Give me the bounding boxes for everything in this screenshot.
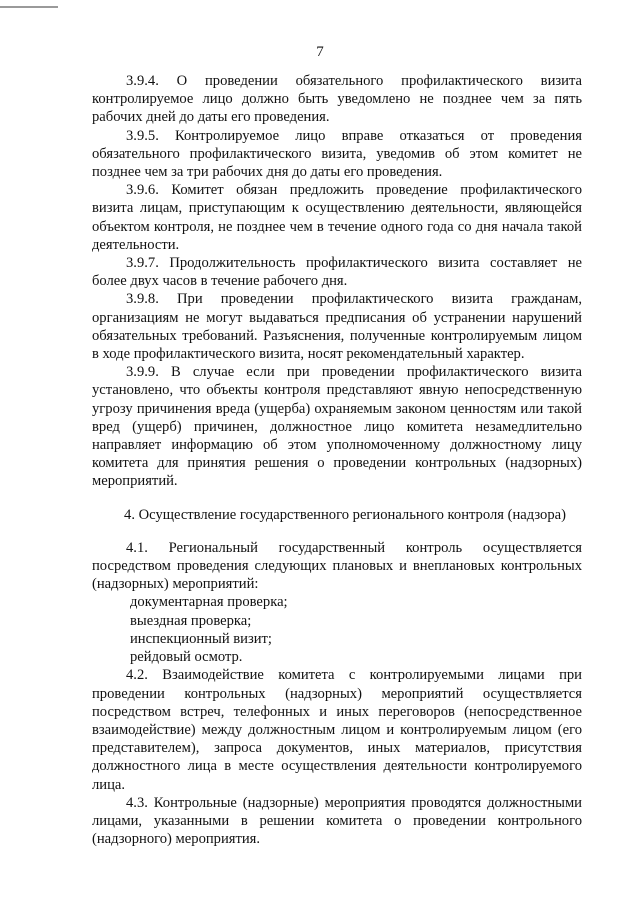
scan-corner-mark <box>0 0 58 8</box>
paragraph-3-9-9: 3.9.9. В случае если при проведении профилактического визита установлено, что объекты контроля представляют явную непосредственную угрозу причинения вреда (ущерба) охраняемым законом ценностям или такой вред (ущерб) причинен, должностное лицо комитета незамедлительно направляет информацию об этом уполномоченному должностному лицу комитета для принятия решения о проведении контрольных (надзорных) мероприятий. <box>92 364 582 490</box>
paragraph-3-9-4: 3.9.4. О проведении обязательного профилактического визита контролируемое лицо должно быть уведомлено не позднее чем за пять рабочих дней до даты его проведения. <box>92 73 582 126</box>
section-gap <box>92 524 582 539</box>
paragraph-3-9-6: 3.9.6. Комитет обязан предложить проведение профилактического визита лицам, приступающим к осуществлению деятельности, являющейся объектом контроля, не позднее чем в течение одного года со дня начала такой деятельности. <box>92 182 582 253</box>
paragraph-4-1: 4.1. Региональный государственный контроль осуществляется посредством проведения следующих плановых и внеплановых контрольных (надзорных) мероприятий: <box>92 539 582 593</box>
page-number: 7 <box>316 44 324 60</box>
paragraph-4-3: 4.3. Контрольные (надзорные) мероприятия проводятся должностными лицами, указанными в решении комитета о проведении контрольного (надзорного) мероприятия. <box>92 794 582 848</box>
list-item: выездная проверка; <box>130 612 252 629</box>
section-gap <box>92 491 582 506</box>
list-item: рейдовый осмотр. <box>130 649 243 666</box>
section-4-heading: 4. Осуществление государственного регионального контроля (надзора) <box>124 506 566 523</box>
paragraph-4-2: 4.2. Взаимодействие комитета с контролируемыми лицами при проведении контрольных (надзорных) мероприятий осуществляется посредством встреч, телефонных и иных переговоров (непосредственное взаимодействие) между должностным лицом и контролируемым лицом (его представителем), запроса документов, иных материалов, присутствия должностного лица в месте осуществления деятельности контролируемого лица. <box>92 667 582 793</box>
paragraph-3-9-8: 3.9.8. При проведении профилактического визита гражданам, организациям не могут выдаваться предписания об устранении нарушений обязательных требований. Разъяснения, полученные контролируемым лицом в ходе профилактического визита, носят рекомендательный характер. <box>92 291 582 363</box>
inspection-types-list <box>92 593 582 666</box>
document-body <box>92 72 582 848</box>
paragraph-3-9-7: 3.9.7. Продолжительность профилактического визита составляет не более двух часов в течение рабочего дня. <box>92 255 582 290</box>
paragraph-3-9-5: 3.9.5. Контролируемое лицо вправе отказаться от проведения обязательного профилактического визита, уведомив об этом комитет не позднее чем за три рабочих дня до даты его проведения. <box>92 127 582 181</box>
list-item: инспекционный визит; <box>130 630 272 647</box>
list-item: документарная проверка; <box>130 594 288 611</box>
